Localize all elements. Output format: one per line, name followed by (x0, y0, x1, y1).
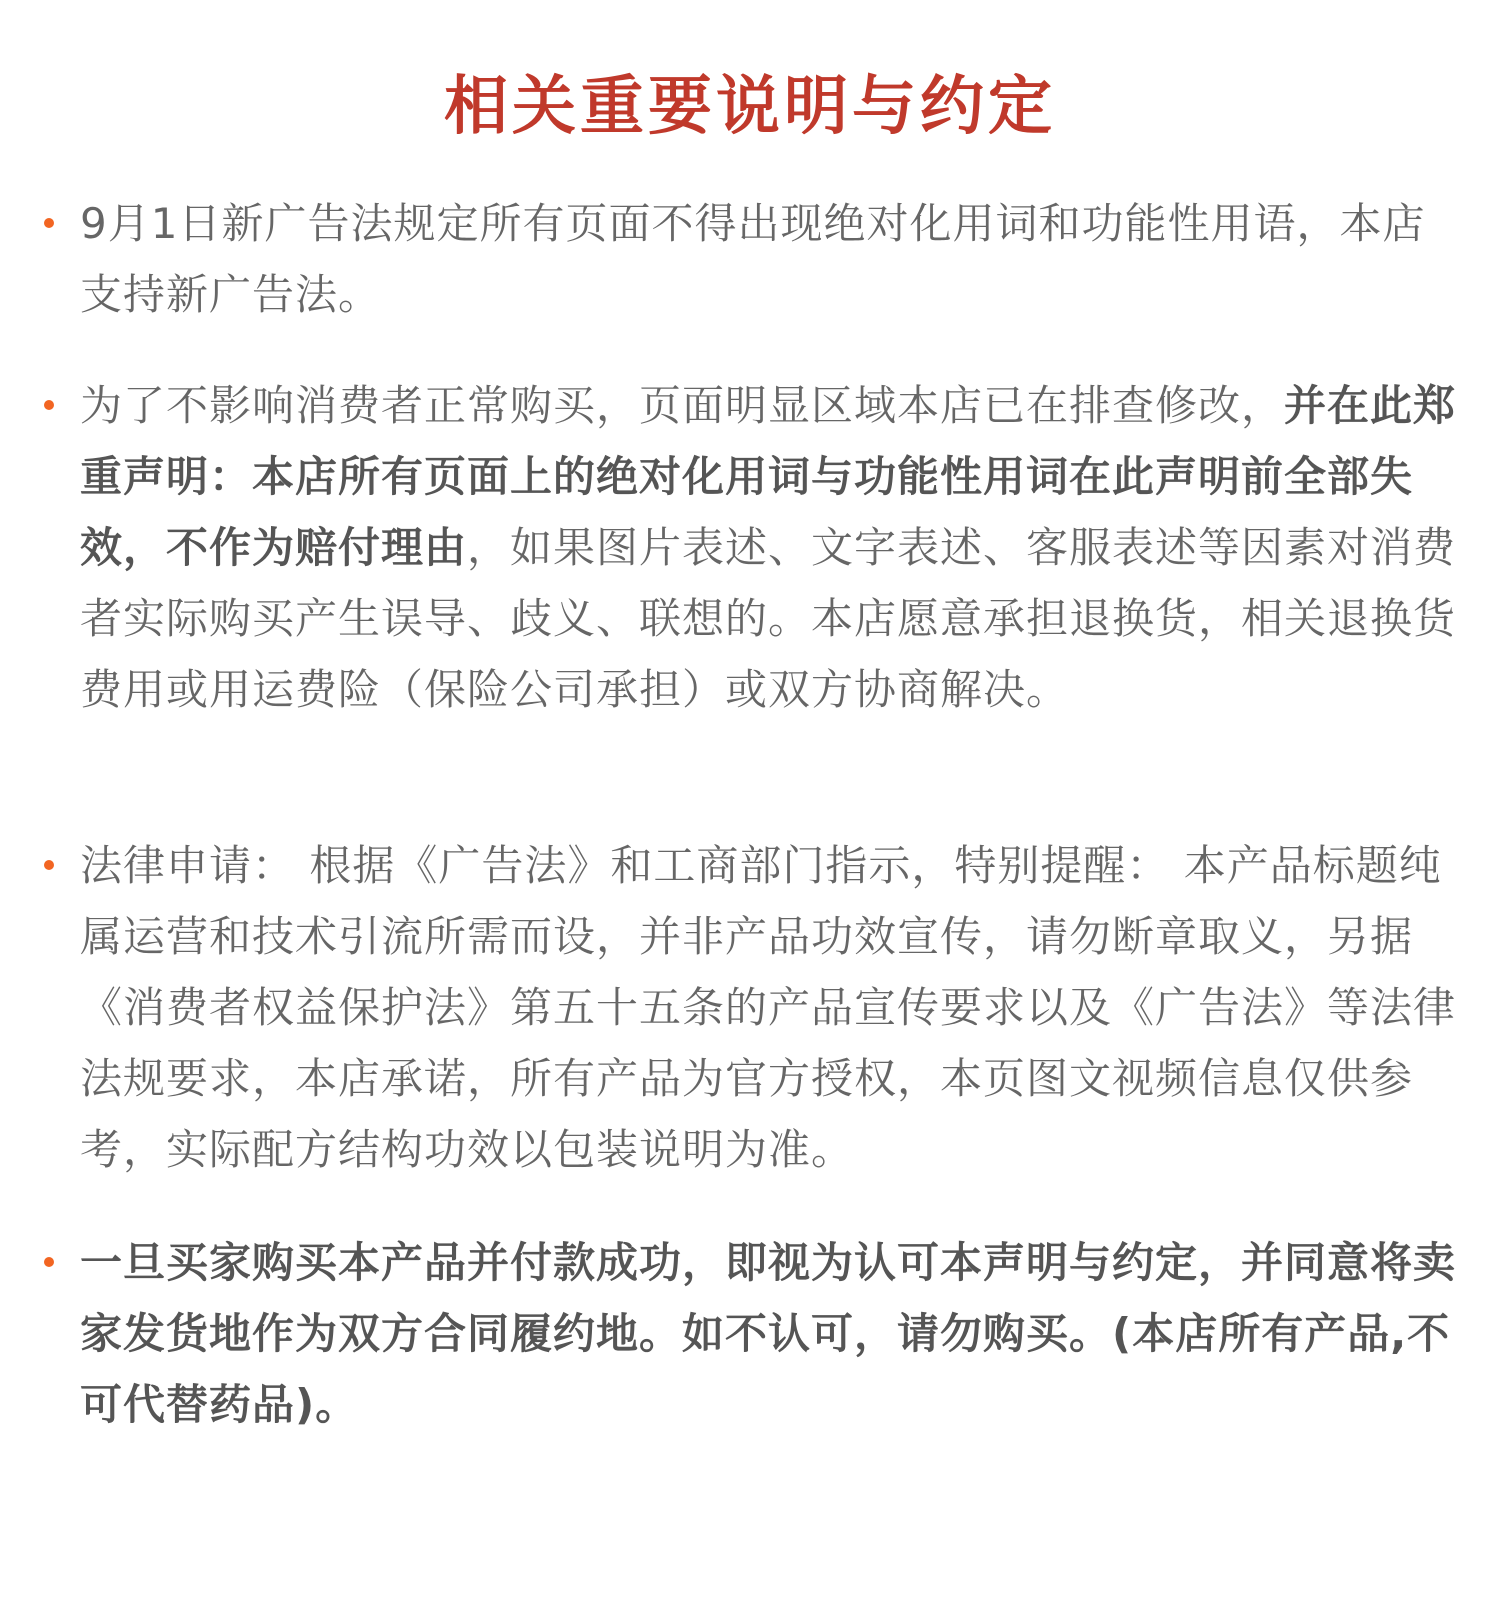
notice-item-text: 9月1日新广告法规定所有页面不得出现绝对化用词和功能性用语，本店支持新广告法。 (80, 199, 1426, 319)
bullet-dot-icon (44, 400, 54, 410)
notice-item-text: 法律申请： 根据《广告法》和工商部门指示，特别提醒： 本产品标题纯属运营和技术引流所需而设，并非产品功效宣传，请勿断章取义，另据《消费者权益保护法》第五十五条的产品宣传要求以及《广告法》等法律法规要求，本店承诺，所有产品为官方授权，本页图文视频信息仅供参考，实际配方结构功效以包装说明为准。 (80, 841, 1457, 1174)
bullet-dot-icon (44, 218, 54, 228)
bullet-dot-icon (44, 860, 54, 870)
notice-item-text-before: 为了不影响消费者正常购买，页面明显区域本店已在排查修改， (80, 381, 1285, 430)
notice-item-advertising-law (80, 188, 1460, 330)
notice-item-bold-text: 一旦买家购买本产品并付款成功，即视为认可本声明与约定，并同意将卖家发货地作为双方合同履约地。如不认可，请勿购买。(本店所有产品,不可代替药品)。 (80, 1238, 1457, 1429)
notice-item-text-after: ，如果图片表述、文字表述、客服表述等因素对消费者实际购买产生误导、歧义、联想的。本店愿意承担退换货，相关退换货费用或用运费险（保险公司承担）或双方协商解决。 (80, 523, 1457, 714)
notice-item-purchase-agreement (80, 1227, 1460, 1440)
bullet-dot-icon (44, 1257, 54, 1267)
notice-item-declaration (80, 370, 1460, 725)
notice-item-legal-application (80, 830, 1460, 1185)
page-title: 相关重要说明与约定 (444, 69, 1056, 144)
notice-item-bold-declaration: 并在此郑重声明：本店所有页面上的绝对化用词与功能性用词在此声明前全部失效，不作为赔付理由 (80, 381, 1457, 572)
